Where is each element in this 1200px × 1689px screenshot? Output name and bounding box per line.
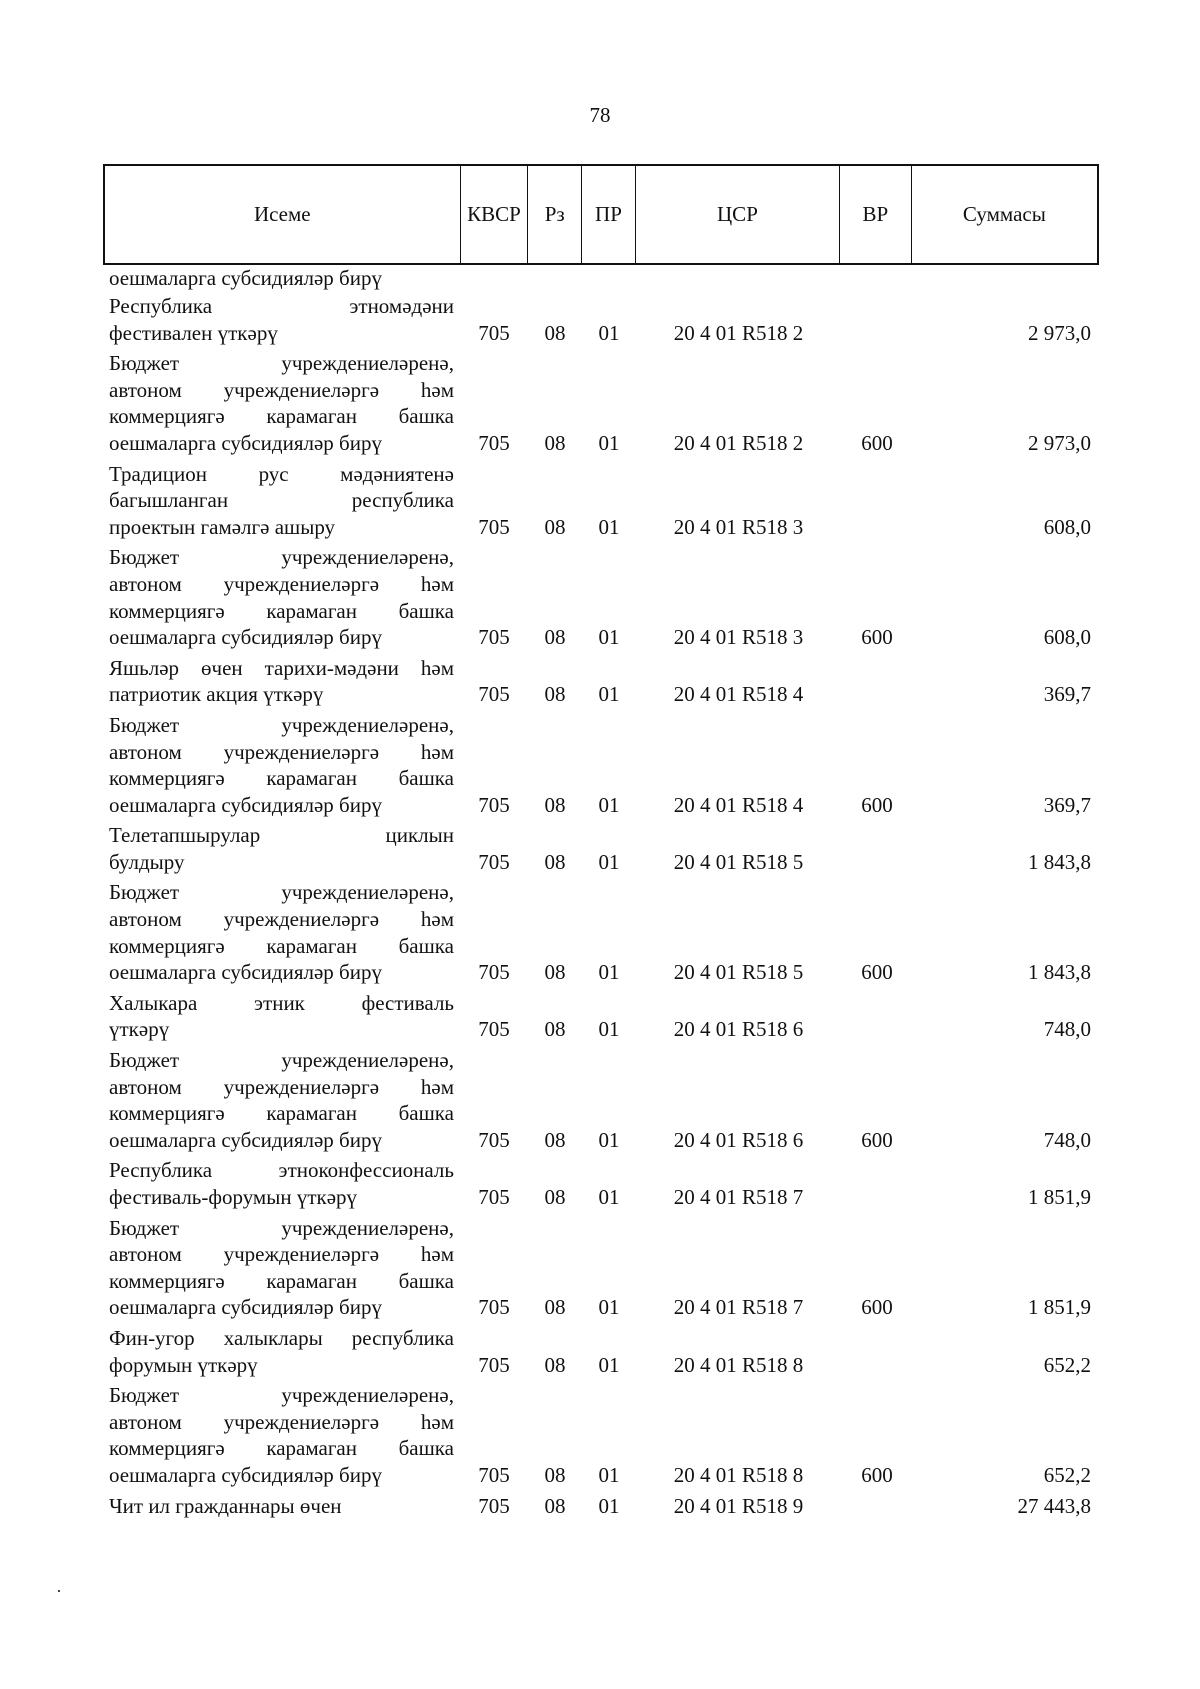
header-kvsr: КВСР bbox=[461, 166, 529, 263]
cell-name-line: форумын үткәрү bbox=[109, 1352, 258, 1377]
cell-kvsr: 705 bbox=[478, 1493, 510, 1518]
table-header bbox=[103, 164, 1099, 265]
scan-speck bbox=[58, 1590, 60, 1592]
cell-name bbox=[103, 990, 460, 1043]
cell-name-line: оешмаларга субсидияләр бирү bbox=[109, 792, 382, 817]
cell-name-line: автоном учреждениеләргә һәм bbox=[109, 1409, 454, 1434]
cell-kvsr: 705 bbox=[478, 1127, 510, 1152]
table-row bbox=[103, 544, 1099, 650]
cell-csr: 20 4 01 R518 7 bbox=[673, 1295, 804, 1320]
header-pr: ПР bbox=[582, 166, 636, 263]
cell-pr: 01 bbox=[598, 1295, 620, 1320]
cell-name bbox=[103, 1047, 460, 1153]
cell-rz: 08 bbox=[544, 960, 566, 985]
header-name: Исеме bbox=[105, 166, 461, 263]
cell-name bbox=[103, 1157, 460, 1210]
continuation-text: оешмаларга субсидияләр бирү bbox=[109, 266, 382, 290]
cell-name-line: булдыру bbox=[109, 849, 185, 874]
cell-sum: 1 843,8 bbox=[1028, 849, 1091, 874]
cell-name-line: автоном учреждениеләргә һәм bbox=[109, 739, 454, 764]
cell-name-line: Традицион рус мәдәниятенә bbox=[109, 461, 454, 486]
cell-name-line: коммерциягә карамаган башка bbox=[109, 598, 454, 623]
cell-pr: 01 bbox=[598, 1127, 620, 1152]
cell-csr: 20 4 01 R518 6 bbox=[673, 1017, 804, 1042]
table-row bbox=[103, 1325, 1099, 1378]
cell-pr: 01 bbox=[598, 792, 620, 817]
cell-name-line: автоном учреждениеләргә һәм bbox=[109, 907, 454, 932]
cell-csr: 20 4 01 R518 7 bbox=[673, 1185, 804, 1209]
cell-name-line: Бюджет учреждениеләренә, bbox=[109, 1048, 454, 1073]
cell-pr: 01 bbox=[598, 430, 620, 455]
cell-pr: 01 bbox=[598, 1493, 620, 1518]
cell-name-line: Чит ил гражданнары өчен bbox=[109, 1493, 342, 1518]
table-row bbox=[103, 1157, 1099, 1210]
cell-name bbox=[103, 822, 460, 875]
cell-name-line: Яшьләр өчен тарихи-мәдәни һәм bbox=[109, 655, 454, 680]
table-row bbox=[103, 712, 1099, 818]
cell-csr: 20 4 01 R518 2 bbox=[673, 430, 804, 455]
cell-csr: 20 4 01 R518 4 bbox=[673, 792, 804, 817]
cell-sum: 369,7 bbox=[1043, 682, 1091, 707]
cell-csr: 20 4 01 R518 3 bbox=[673, 625, 804, 650]
cell-sum: 608,0 bbox=[1043, 514, 1091, 539]
cell-sum: 1 843,8 bbox=[1028, 960, 1091, 985]
cell-name-line: коммерциягә карамаган башка bbox=[109, 404, 454, 429]
cell-sum: 652,2 bbox=[1043, 1352, 1091, 1377]
cell-kvsr: 705 bbox=[478, 430, 510, 455]
cell-name bbox=[103, 350, 460, 456]
cell-vr: 600 bbox=[861, 625, 893, 650]
cell-csr: 20 4 01 R518 8 bbox=[673, 1352, 804, 1377]
cell-kvsr: 705 bbox=[478, 682, 510, 707]
cell-kvsr: 705 bbox=[478, 960, 510, 985]
table-row bbox=[103, 655, 1099, 708]
cell-name-line: оешмаларга субсидияләр бирү bbox=[109, 625, 382, 650]
cell-pr: 01 bbox=[598, 960, 620, 985]
cell-vr: 600 bbox=[861, 1295, 893, 1320]
cell-name-line: үткәрү bbox=[109, 1017, 170, 1042]
cell-name bbox=[103, 712, 460, 818]
cell-name-line: патриотик акция үткәрү bbox=[109, 682, 324, 707]
cell-name-line: Бюджет учреждениеләренә, bbox=[109, 351, 454, 376]
cell-name-line: автоном учреждениеләргә һәм bbox=[109, 1242, 454, 1267]
cell-pr: 01 bbox=[598, 849, 620, 874]
cell-name-line: Фин-угор халыклары республика bbox=[109, 1325, 454, 1350]
cell-name-line: коммерциягә карамаган башка bbox=[109, 1101, 454, 1126]
header-csr: ЦСР bbox=[636, 166, 840, 263]
cell-name-line: Республика этноконфессиональ bbox=[109, 1158, 454, 1183]
cell-name-line: Бюджет учреждениеләренә, bbox=[109, 712, 454, 737]
cell-name-line: оешмаларга субсидияләр бирү bbox=[109, 1462, 382, 1487]
cell-rz: 08 bbox=[544, 792, 566, 817]
cell-name-line: Халыкара этник фестиваль bbox=[109, 990, 454, 1015]
table-row bbox=[103, 1215, 1099, 1321]
cell-kvsr: 705 bbox=[478, 1295, 510, 1320]
cell-pr: 01 bbox=[598, 682, 620, 707]
cell-name bbox=[103, 1382, 460, 1488]
cell-name-line: автоном учреждениеләргә һәм bbox=[109, 1074, 454, 1099]
header-vr: ВР bbox=[840, 166, 912, 263]
cell-name-line: коммерциягә карамаган башка bbox=[109, 766, 454, 791]
cell-name bbox=[103, 1493, 460, 1520]
cell-csr: 20 4 01 R518 4 bbox=[673, 682, 804, 707]
cell-name bbox=[103, 655, 460, 708]
cell-name-line: Бюджет учреждениеләренә, bbox=[109, 880, 454, 905]
cell-pr: 01 bbox=[598, 1352, 620, 1377]
cell-name-line: оешмаларга субсидияләр бирү bbox=[109, 1295, 382, 1320]
table-row bbox=[103, 350, 1099, 456]
cell-name bbox=[103, 293, 460, 346]
cell-rz: 08 bbox=[544, 430, 566, 455]
cell-csr: 20 4 01 R518 3 bbox=[673, 514, 804, 539]
cell-rz: 08 bbox=[544, 1127, 566, 1152]
cell-sum: 608,0 bbox=[1043, 625, 1091, 650]
cell-name-line: багышланган республика bbox=[109, 488, 454, 513]
cell-kvsr: 705 bbox=[478, 792, 510, 817]
cell-sum: 1 851,9 bbox=[1028, 1185, 1091, 1209]
cell-vr: 600 bbox=[861, 1127, 893, 1152]
cell-kvsr: 705 bbox=[478, 320, 510, 345]
cell-kvsr: 705 bbox=[478, 514, 510, 539]
cell-pr: 01 bbox=[598, 625, 620, 650]
cell-name-line: коммерциягә карамаган башка bbox=[109, 1268, 454, 1293]
cell-kvsr: 705 bbox=[478, 1185, 510, 1209]
cell-rz: 08 bbox=[544, 849, 566, 874]
cell-name bbox=[103, 1325, 460, 1378]
header-sum: Суммасы bbox=[962, 202, 1046, 226]
cell-name-line: Бюджет учреждениеләренә, bbox=[109, 545, 454, 570]
cell-vr: 600 bbox=[861, 792, 893, 817]
header-rz: Рз bbox=[528, 166, 582, 263]
cell-pr: 01 bbox=[598, 514, 620, 539]
cell-sum: 748,0 bbox=[1043, 1017, 1091, 1042]
cell-rz: 08 bbox=[544, 1352, 566, 1377]
cell-kvsr: 705 bbox=[478, 1017, 510, 1042]
table-row bbox=[103, 822, 1099, 875]
cell-sum: 2 973,0 bbox=[1028, 320, 1091, 345]
cell-rz: 08 bbox=[544, 1017, 566, 1042]
table-row bbox=[103, 990, 1099, 1043]
cell-pr: 01 bbox=[598, 320, 620, 345]
cell-rz: 08 bbox=[544, 625, 566, 650]
cell-sum: 369,7 bbox=[1043, 792, 1091, 817]
cell-sum: 2 973,0 bbox=[1028, 430, 1091, 455]
cell-rz: 08 bbox=[544, 1295, 566, 1320]
cell-csr: 20 4 01 R518 5 bbox=[673, 849, 804, 874]
cell-rz: 08 bbox=[544, 320, 566, 345]
cell-rz: 08 bbox=[544, 682, 566, 707]
cell-sum: 748,0 bbox=[1043, 1127, 1091, 1152]
cell-rz: 08 bbox=[544, 514, 566, 539]
cell-csr: 20 4 01 R518 5 bbox=[673, 960, 804, 985]
cell-pr: 01 bbox=[598, 1462, 620, 1487]
cell-rz: 08 bbox=[544, 1185, 566, 1209]
cell-name-line: автоном учреждениеләргә һәм bbox=[109, 571, 454, 596]
cell-name bbox=[103, 461, 460, 541]
cell-pr: 01 bbox=[598, 1017, 620, 1042]
cell-name bbox=[103, 879, 460, 985]
table-body bbox=[103, 265, 1099, 1523]
page-number: 78 bbox=[589, 103, 611, 127]
cell-vr: 600 bbox=[861, 960, 893, 985]
cell-name bbox=[103, 1215, 460, 1321]
cell-sum: 1 851,9 bbox=[1028, 1295, 1091, 1320]
cell-name-line: оешмаларга субсидияләр бирү bbox=[109, 1127, 382, 1152]
cell-name-line: автоном учреждениеләргә һәм bbox=[109, 377, 454, 402]
cell-csr: 20 4 01 R518 6 bbox=[673, 1127, 804, 1152]
cell-name bbox=[103, 544, 460, 650]
cell-name-line: фестивален үткәрү bbox=[109, 320, 278, 345]
cell-kvsr: 705 bbox=[478, 849, 510, 874]
cell-name-line: коммерциягә карамаган башка bbox=[109, 1436, 454, 1461]
cell-csr: 20 4 01 R518 8 bbox=[673, 1462, 804, 1487]
cell-name-line: Бюджет учреждениеләренә, bbox=[109, 1383, 454, 1408]
cell-rz: 08 bbox=[544, 1493, 566, 1518]
cell-name-line: Бюджет учреждениеләренә, bbox=[109, 1215, 454, 1240]
cell-name-line: фестиваль-форумын үткәрү bbox=[109, 1185, 358, 1209]
table-row bbox=[103, 293, 1099, 346]
cell-rz: 08 bbox=[544, 1462, 566, 1487]
table-row bbox=[103, 1382, 1099, 1488]
cell-sum: 27 443,8 bbox=[1017, 1493, 1091, 1518]
cell-name-line: Республика этномәдәни bbox=[109, 294, 454, 318]
cell-name-line: оешмаларга субсидияләр бирү bbox=[109, 430, 382, 455]
cell-pr: 01 bbox=[598, 1185, 620, 1209]
table-row bbox=[103, 1047, 1099, 1153]
table-row bbox=[103, 879, 1099, 985]
cell-csr: 20 4 01 R518 2 bbox=[673, 320, 804, 345]
cell-name-line: проектын гамәлгә ашыру bbox=[109, 514, 336, 539]
cell-vr: 600 bbox=[861, 430, 893, 455]
cell-name-line: коммерциягә карамаган башка bbox=[109, 933, 454, 958]
cell-kvsr: 705 bbox=[478, 625, 510, 650]
cell-sum: 652,2 bbox=[1043, 1462, 1091, 1487]
cell-kvsr: 705 bbox=[478, 1352, 510, 1377]
cell-name-line: оешмаларга субсидияләр бирү bbox=[109, 960, 382, 985]
cell-csr: 20 4 01 R518 9 bbox=[673, 1493, 804, 1518]
cell-name-line: Телетапшырулар циклын bbox=[109, 823, 454, 848]
table-row bbox=[103, 1493, 1099, 1520]
cell-kvsr: 705 bbox=[478, 1462, 510, 1487]
cell-vr: 600 bbox=[861, 1462, 893, 1487]
table-row bbox=[103, 461, 1099, 541]
